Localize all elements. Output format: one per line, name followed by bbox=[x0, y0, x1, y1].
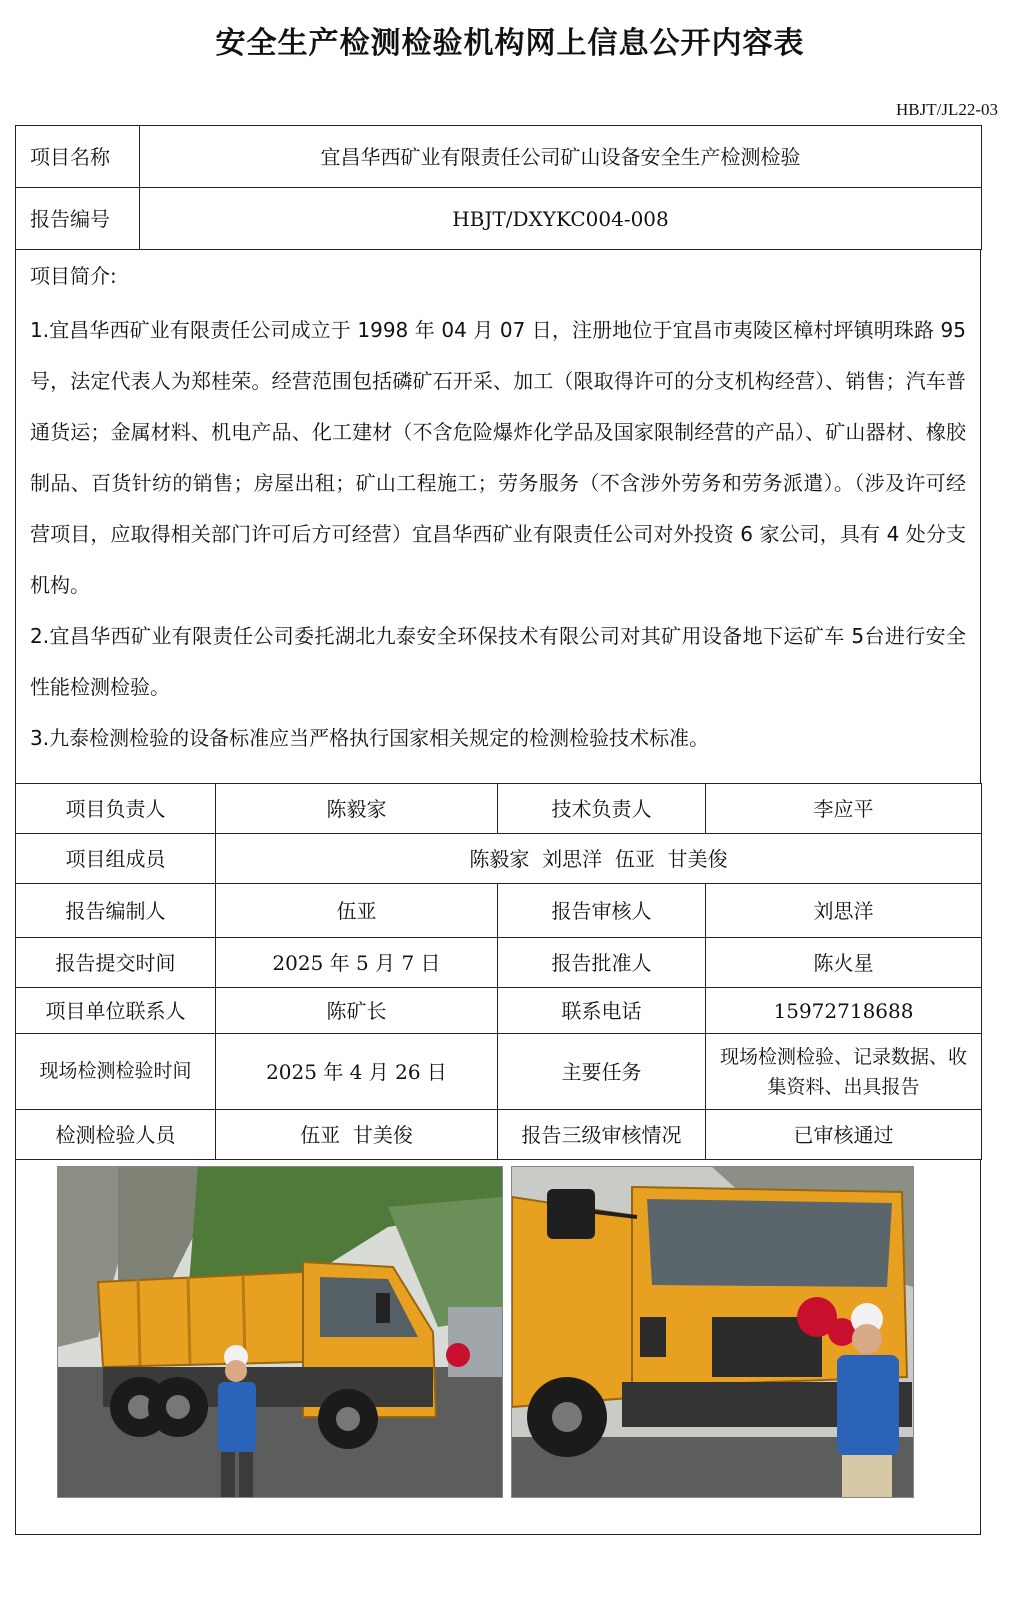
phone-label: 联系电话 bbox=[498, 988, 706, 1034]
report-number-label: 报告编号 bbox=[16, 188, 140, 250]
project-name-value: 宜昌华西矿业有限责任公司矿山设备安全生产检测检验 bbox=[140, 126, 982, 188]
tech-leader-value: 李应平 bbox=[706, 784, 982, 834]
members-label: 项目组成员 bbox=[16, 834, 216, 884]
intro-heading: 项目简介: bbox=[30, 264, 117, 288]
reviewer-value: 刘思洋 bbox=[706, 884, 982, 938]
project-intro bbox=[15, 249, 981, 784]
project-header-table bbox=[15, 125, 982, 250]
inspectors-label: 检测检验人员 bbox=[16, 1110, 216, 1160]
site-photos bbox=[15, 1159, 981, 1535]
review-status-value: 已审核通过 bbox=[706, 1110, 982, 1160]
approver-label: 报告批准人 bbox=[498, 938, 706, 988]
members-value: 陈毅家 刘思洋 伍亚 甘美俊 bbox=[216, 834, 982, 884]
approver-value: 陈火星 bbox=[706, 938, 982, 988]
task-value: 现场检测检验、记录数据、收集资料、出具报告 bbox=[706, 1034, 982, 1110]
truck-photo-right bbox=[511, 1166, 914, 1498]
intro-paragraph-1: 1.宜昌华西矿业有限责任公司成立于 1998 年 04 月 07 日，注册地位于宜昌市夷陵区樟村坪镇明珠路 95 号，法定代表人为郑桂荣。经营范围包括磷矿石开采、加工（限取得许可的分支机构经营）、销售；汽车普通货运；金属材料、机电产品、化工建材（不含危险爆炸化学品及国家限制经营的产品）、矿山器材、橡胶制品、百货针纺的销售；房屋出租；矿山工程施工；劳务服务（不含涉外劳务和劳务派遣）。（涉及许可经营项目，应取得相关部门许可后方可经营）宜昌华西矿业有限责任公司对外投资 6 家公司，具有 4 处分支机构。 bbox=[30, 318, 966, 597]
inspectors-value: 伍亚 甘美俊 bbox=[216, 1110, 498, 1160]
onsite-time-value: 2025 年 4 月 26 日 bbox=[216, 1034, 498, 1110]
intro-paragraph-2: 2.宜昌华西矿业有限责任公司委托湖北九泰安全环保技术有限公司对其矿用设备地下运矿车 5台进行安全性能检测检验。 bbox=[30, 624, 966, 699]
contact-value: 陈矿长 bbox=[216, 988, 498, 1034]
submit-time-label: 报告提交时间 bbox=[16, 938, 216, 988]
author-label: 报告编制人 bbox=[16, 884, 216, 938]
truck-photo-left bbox=[57, 1166, 503, 1498]
project-name-label: 项目名称 bbox=[16, 126, 140, 188]
contact-label: 项目单位联系人 bbox=[16, 988, 216, 1034]
project-info-table bbox=[15, 783, 982, 1160]
reviewer-label: 报告审核人 bbox=[498, 884, 706, 938]
author-value: 伍亚 bbox=[216, 884, 498, 938]
leader-label: 项目负责人 bbox=[16, 784, 216, 834]
document-code: HBJT/JL22-03 bbox=[896, 100, 998, 119]
review-status-label: 报告三级审核情况 bbox=[498, 1110, 706, 1160]
tech-leader-label: 技术负责人 bbox=[498, 784, 706, 834]
submit-time-value: 2025 年 5 月 7 日 bbox=[216, 938, 498, 988]
report-number-value: HBJT/DXYKC004-008 bbox=[140, 188, 982, 250]
task-label: 主要任务 bbox=[498, 1034, 706, 1110]
onsite-time-label: 现场检测检验时间 bbox=[16, 1034, 216, 1110]
leader-value: 陈毅家 bbox=[216, 784, 498, 834]
intro-paragraph-3: 3.九泰检测检验的设备标准应当严格执行国家相关规定的检测检验技术标准。 bbox=[30, 726, 710, 750]
phone-value: 15972718688 bbox=[706, 988, 982, 1034]
document-title: 安全生产检测检验机构网上信息公开内容表 bbox=[215, 26, 805, 61]
